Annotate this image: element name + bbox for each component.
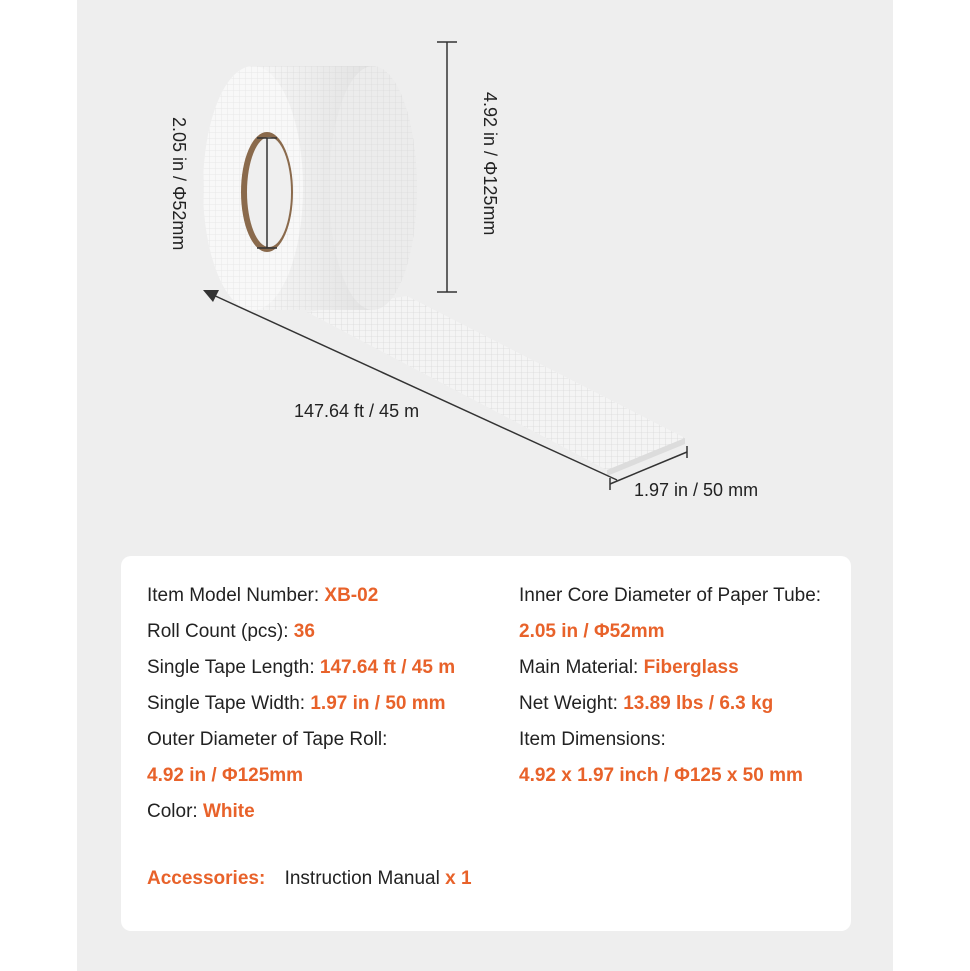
spec-material — [519, 656, 821, 692]
spec-outer-diameter-value — [147, 764, 455, 800]
spec-label: Color: — [147, 801, 198, 822]
spec-column-left — [147, 584, 455, 836]
spec-inner-diameter-value — [519, 620, 821, 656]
tape-roll-illustration — [77, 0, 893, 540]
spec-value: 4.92 x 1.97 inch / Φ125 x 50 mm — [519, 765, 803, 786]
tape-strip — [307, 296, 685, 476]
spec-label: Item Dimensions: — [519, 729, 666, 750]
spec-outer-diameter-label — [147, 728, 455, 764]
spec-label: Outer Diameter of Tape Roll: — [147, 729, 388, 750]
spec-value: 2.05 in / Φ52mm — [519, 621, 665, 642]
spec-value: 13.89 lbs / 6.3 kg — [623, 693, 774, 714]
spec-label: Main Material: — [519, 657, 639, 678]
accessories-row — [147, 868, 472, 890]
outer-diameter-marker — [437, 42, 457, 292]
spec-value: XB-02 — [324, 585, 379, 606]
outer-diameter-label: 4.92 in / Φ125mm — [480, 92, 500, 236]
accessories-qty: x 1 — [445, 868, 472, 889]
tape-roll — [203, 66, 417, 310]
length-label: 147.64 ft / 45 m — [294, 401, 420, 421]
spec-card — [121, 556, 851, 931]
spec-length — [147, 656, 455, 692]
spec-weight — [519, 692, 821, 728]
spec-color — [147, 800, 455, 836]
spec-value: White — [202, 801, 255, 822]
inner-diameter-label: 2.05 in / Φ52mm — [169, 117, 189, 251]
spec-label: Single Tape Width: — [147, 693, 306, 714]
spec-inner-diameter-label — [519, 584, 821, 620]
spec-label: Item Model Number: — [147, 585, 320, 606]
spec-label: Roll Count (pcs): — [147, 621, 289, 642]
spec-value: Fiberglass — [643, 657, 739, 678]
accessories-label: Accessories: — [147, 868, 266, 889]
spec-label: Single Tape Length: — [147, 657, 315, 678]
spec-width — [147, 692, 455, 728]
spec-value: 4.92 in / Φ125mm — [147, 765, 304, 786]
width-label: 1.97 in / 50 mm — [634, 480, 759, 500]
spec-roll-count — [147, 620, 455, 656]
accessories-item: Instruction Manual — [284, 868, 440, 889]
product-canvas — [77, 0, 893, 971]
spec-model — [147, 584, 455, 620]
spec-item-dimensions-label — [519, 728, 821, 764]
spec-item-dimensions-value — [519, 764, 821, 800]
spec-label: Net Weight: — [519, 693, 618, 714]
spec-value: 36 — [293, 621, 315, 642]
spec-label: Inner Core Diameter of Paper Tube: — [519, 585, 822, 606]
spec-value: 147.64 ft / 45 m — [319, 657, 456, 678]
spec-column-right — [519, 584, 821, 800]
spec-value: 1.97 in / 50 mm — [310, 693, 446, 714]
